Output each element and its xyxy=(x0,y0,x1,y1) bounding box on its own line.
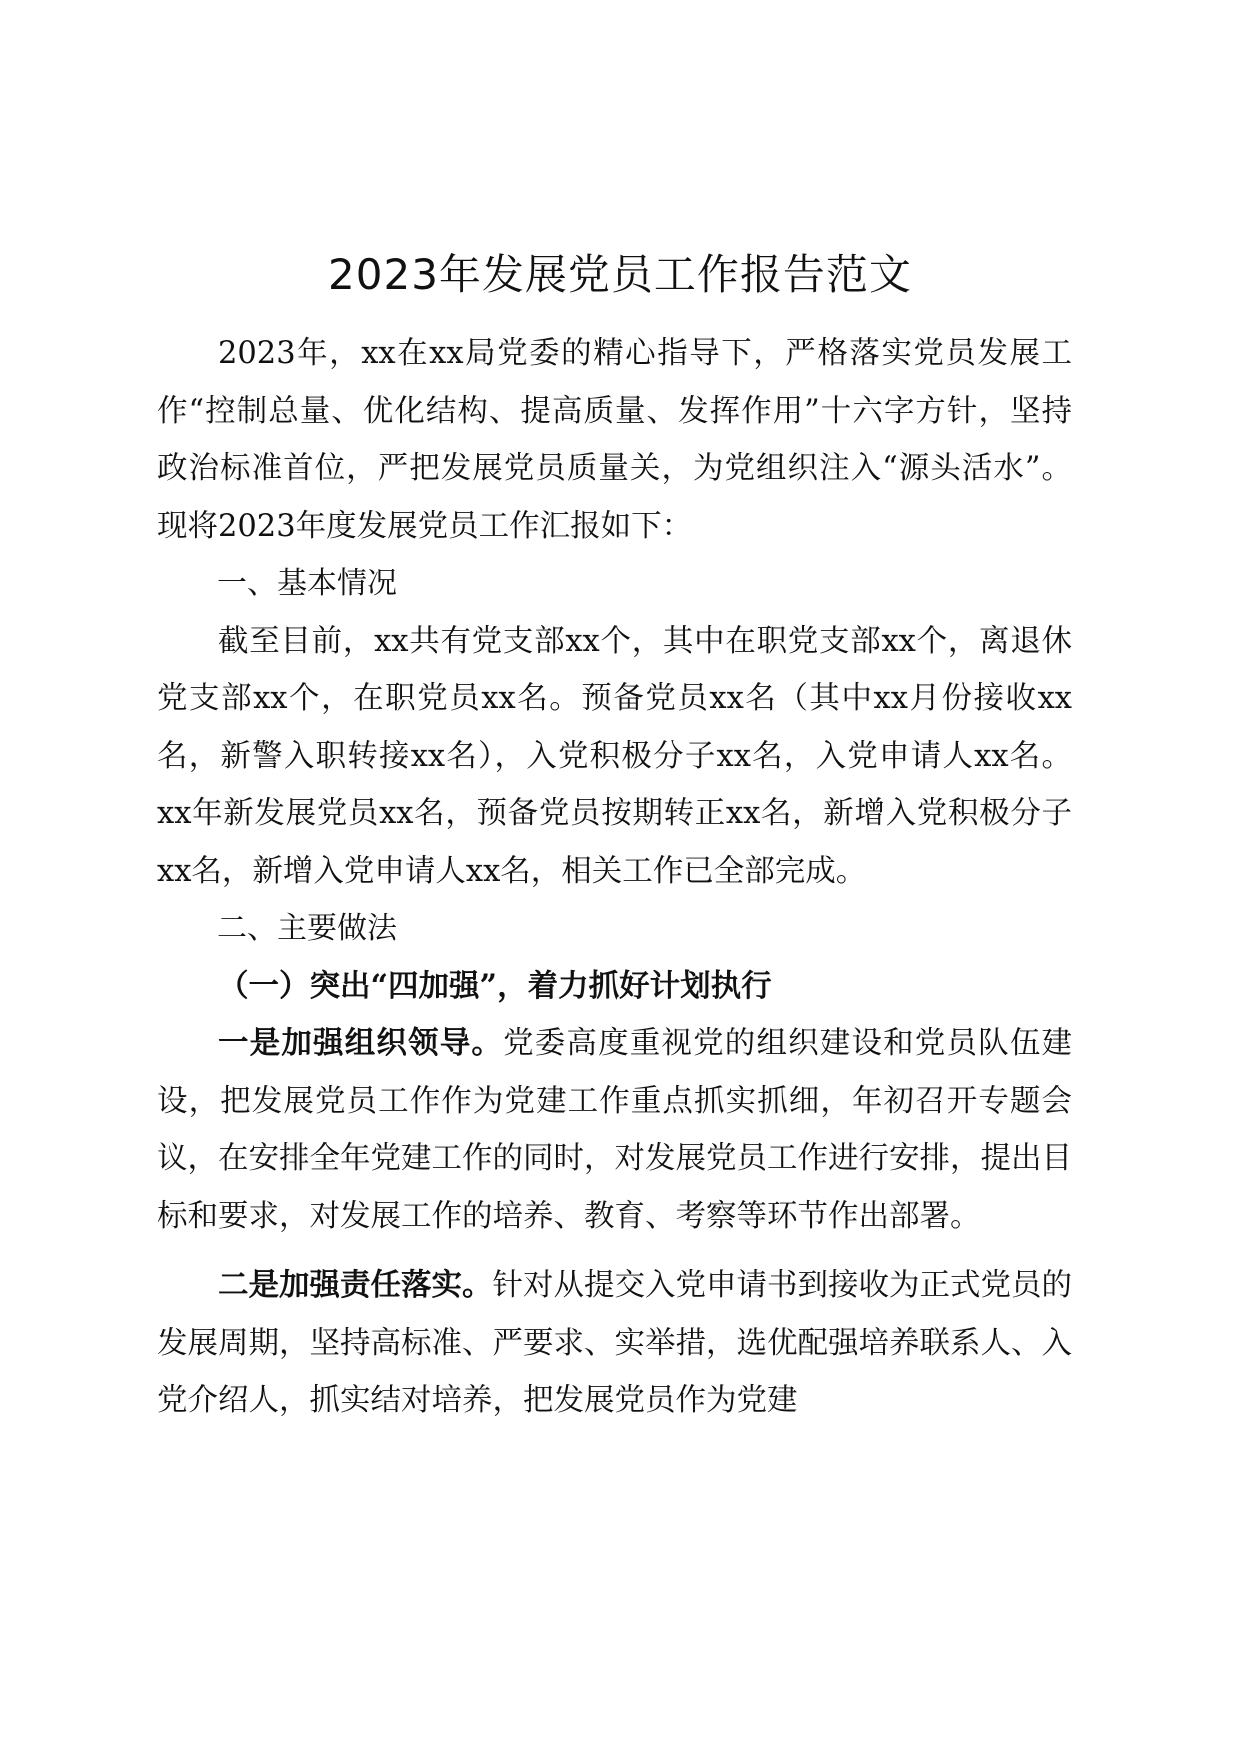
section-heading-main-practices: 二、主要做法 xyxy=(217,911,397,946)
basic-situation-paragraph: 截至目前，xx共有党支部xx个，其中在职党支部xx个，离退休党支部xx个，在职党员xx名。预备党员xx名（其中xx月份接收xx名，新警入职转接xx名），入党积极分子xx名，入党申请人xx名。xx年新发展党员xx名，预备党员按期转正xx名，新增入党积极分子xx名，新增入党申请人xx名，相关工作已全部完成。 xyxy=(157,623,1072,889)
subsection-heading-four-strengthens: （一）突出“四加强”，着力抓好计划执行 xyxy=(218,967,772,1004)
point-text-responsibility: 针对从提交入党申请书到接收为正式党员的发展周期，坚持高标准、严要求、实举措，选优配强培养联系人、入党介绍人，抓实结对培养，把发展党员作为党建 xyxy=(157,1268,1072,1418)
point-lead-responsibility: 二是加强责任落实。 xyxy=(218,1267,493,1303)
point-paragraph-organization-leadership xyxy=(157,1015,1072,1245)
document-title: 2023年发展党员工作报告范文 xyxy=(328,250,912,299)
point-lead-organization-leadership: 一是加强组织领导。 xyxy=(218,1025,504,1061)
point-paragraph-responsibility xyxy=(157,1257,1072,1430)
document-body xyxy=(157,325,1072,1430)
section-heading-basic-situation: 一、基本情况 xyxy=(217,566,397,601)
point-text-organization-leadership: 党委高度重视党的组织建设和党员队伍建设，把发展党员工作作为党建工作重点抓实抓细，年初召开专题会议，在安排全年党建工作的同时，对发展党员工作进行安排，提出目标和要求，对发展工作的培养、教育、考察等环节作出部署。 xyxy=(157,1026,1073,1234)
intro-paragraph: 2023年，xx在xx局党委的精心指导下，严格落实党员发展工作“控制总量、优化结构、提高质量、发挥作用”十六字方针，坚持政治标准首位，严把发展党员质量关，为党组织注入“源头活水”。现将2023年度发展党员工作汇报如下： xyxy=(157,336,1072,544)
